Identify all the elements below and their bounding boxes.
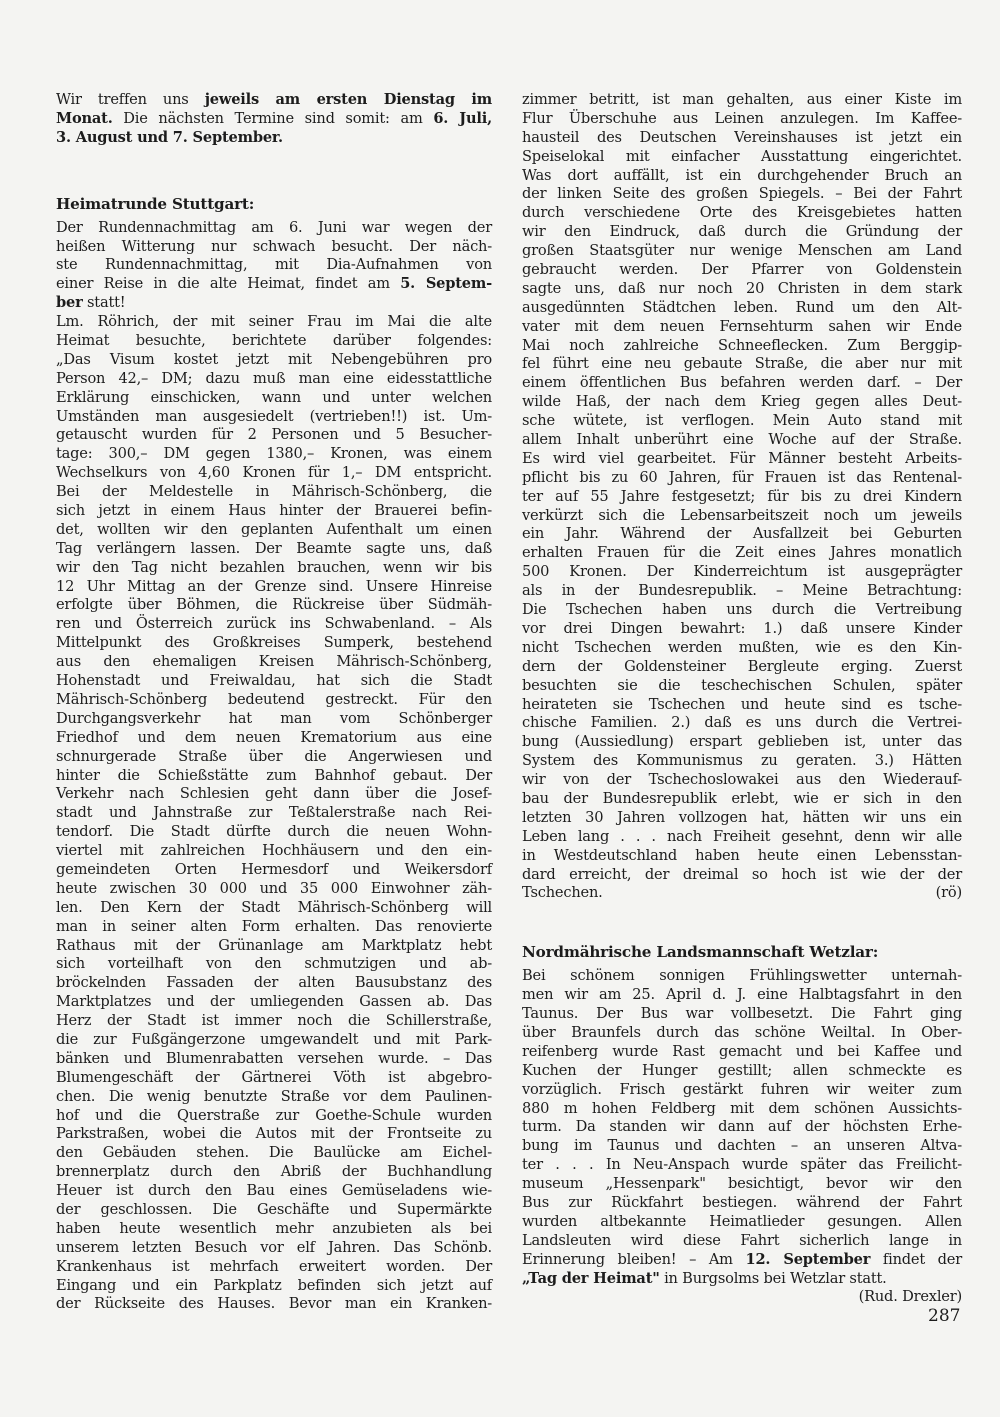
text-line [522, 355, 962, 374]
text-run: wir von der Tschechoslowakei aus den Wiederauf- [522, 771, 962, 789]
text-line [522, 677, 962, 696]
text-line [56, 110, 492, 129]
text-run: museum „Hessenpark" besichtigt, bevor wir den [522, 1175, 962, 1193]
text-run: ein Jahr. Während der Ausfallzeit bei Geburten [522, 525, 962, 543]
text-run: man in seiner alten Form erhalten. Das renovierte [56, 917, 492, 935]
bold-text: 3. August und 7. September. [56, 128, 283, 146]
text-line [522, 525, 962, 544]
text-run: Eingang und ein Parkplatz befinden sich jetzt auf [56, 1276, 492, 1294]
text-run: die zur Fußgängerzone umgewandelt und mit Park- [56, 1030, 492, 1048]
text-run: vor drei Dingen bewahrt: 1.) daß unsere Kinder [522, 619, 962, 637]
text-line [522, 374, 962, 393]
text-line [522, 261, 962, 280]
text-run: heirateten sie Tschechen und heute sind es tsche- [522, 695, 962, 713]
text-run: Tag verlängern lassen. Der Beamte sagte uns, daß [56, 539, 492, 557]
text-line [56, 767, 492, 786]
text-run: dern der Goldensteiner Bergleute erging. Zuerst [522, 657, 962, 675]
text-line [56, 1144, 492, 1163]
text-line [56, 993, 492, 1012]
text-line [522, 1081, 962, 1100]
text-run: Lm. Röhrich, der mit seiner Frau im Mai die alte [56, 313, 492, 331]
text-line [56, 1012, 492, 1031]
author-initials: (rö) [935, 884, 962, 902]
text-run: haben heute wesentlich mehr anzubieten als bei [56, 1219, 492, 1237]
text-line [56, 691, 492, 710]
text-run: Friedhof und dem neuen Krematorium aus eine [56, 728, 492, 746]
text-run: bröckelnden Fassaden der alten Bausubstanz des [56, 974, 492, 992]
text-line [522, 544, 962, 563]
text-run: statt! [82, 294, 126, 312]
wetzlar-article-body [522, 967, 962, 1307]
text-run: men wir am 25. April d. J. eine Halbtagsfahrt in den [522, 986, 962, 1004]
text-run: wilde Haß, der nach dem Krieg gegen alles Deut- [522, 393, 962, 411]
text-line [522, 1213, 962, 1232]
text-line [522, 733, 962, 752]
bold-text: 6. Juli, [433, 109, 492, 127]
text-line [56, 1088, 492, 1107]
text-line [56, 672, 492, 691]
text-run: der geschlossen. Die Geschäfte und Supermärkte [56, 1200, 492, 1218]
text-run: ter auf 55 Jahre festgesetzt; für bis zu drei Kindern [522, 487, 962, 505]
text-run: len. Den Kern der Stadt Mährisch-Schönberg will [56, 898, 492, 916]
text-line [522, 1062, 962, 1081]
text-line [522, 507, 962, 526]
text-line [56, 804, 492, 823]
text-run: hausteil des Deutschen Vereinshauses ist jetzt ein [522, 128, 962, 146]
text-line [522, 771, 962, 790]
text-line [56, 426, 492, 445]
text-run: als in der Bundesrepublik. – Meine Betrachtung: [522, 582, 962, 600]
text-run: Hohenstadt und Freiwaldau, hat sich die Stadt [56, 672, 492, 690]
text-run: Rathaus mit der Grünanlage am Marktplatz hebt [56, 936, 492, 954]
text-run: allem Inhalt unberührt eine Woche auf der Straße. [522, 431, 962, 449]
text-line [56, 1182, 492, 1201]
text-run: Bus zur Rückfahrt bestiegen. während der Fahrt [522, 1193, 962, 1211]
text-run: verkürzt sich die Lebensarbeitszeit noch um jeweils [522, 506, 962, 524]
text-line [56, 502, 492, 521]
section-heading-wetzlar: Nordmährische Landsmannschaft Wetzlar: [522, 943, 879, 962]
text-line [522, 469, 962, 488]
continuation-paragraph [522, 91, 962, 903]
text-run: aus den ehemaligen Kreisen Mährisch-Schönberg, [56, 653, 492, 671]
text-line [56, 238, 492, 257]
text-run: Die Tschechen haben uns durch die Vertreibung [522, 601, 962, 619]
page-number: 287 [928, 1306, 961, 1326]
text-run: durch verschiedene Orte des Kreisgebietes hatten [522, 204, 962, 222]
text-run: Es wird viel gearbeitet. Für Männer besteht Arbeits- [522, 449, 962, 467]
text-line [56, 389, 492, 408]
bold-text: 12. September [745, 1250, 871, 1268]
text-run: unserem letzten Besuch vor elf Jahren. Das Schönb. [56, 1238, 492, 1256]
text-line [56, 785, 492, 804]
text-line [522, 1232, 962, 1251]
text-run: erfolgte über Böhmen, die Rückreise über Südmäh- [56, 596, 492, 614]
text-line [522, 337, 962, 356]
text-run: bau der Bundesrepublik erlebt, wie er sich in den [522, 789, 962, 807]
text-run: großen Staatsgüter nur wenige Menschen am Land [522, 242, 962, 260]
text-line [522, 790, 962, 809]
text-run: gebraucht werden. Der Pfarrer von Goldenstein [522, 261, 962, 279]
text-run: besuchten sie die teschechischen Schulen, später [522, 676, 962, 694]
text-run: sagte uns, daß nur noch 20 Christen in dem stark [522, 279, 962, 297]
text-line [522, 167, 962, 186]
text-line [522, 1100, 962, 1119]
text-run: Kuchen der Hunger gestillt; allen schmeckte es [522, 1061, 962, 1079]
text-run: Leben lang . . . nach Freiheit gesehnt, denn wir alle [522, 827, 962, 845]
text-line [56, 1239, 492, 1258]
text-run: über Braunfels durch das schöne Weiltal. In Ober- [522, 1023, 962, 1041]
text-run: Erklärung einschicken, wann und unter welchen [56, 388, 492, 406]
text-run: wir den Eindruck, daß durch die Gründung der [522, 223, 962, 241]
text-run: Flur Überschuhe aus Leinen anzulegen. Im Kaffee- [522, 109, 962, 127]
text-run: Wir treffen uns [56, 91, 205, 108]
bold-text: „Tag der Heimat" [522, 1269, 660, 1287]
text-line [56, 129, 492, 148]
text-run: Taunus. Der Bus war vollbesetzt. Die Fahrt ging [522, 1005, 962, 1023]
text-run: einer Reise in die alte Heimat, findet am [56, 275, 401, 293]
text-run: Mährisch-Schönberg bedeutend gestreckt. Für den [56, 690, 492, 708]
text-line [56, 710, 492, 729]
text-line [56, 1258, 492, 1277]
text-run: sich jetzt in einem Haus hinter der Brauerei befin- [56, 502, 492, 520]
text-run: Die nächsten Termine sind somit: am [112, 109, 434, 127]
text-run: in Westdeutschland haben heute einen Lebensstan- [522, 846, 962, 864]
text-run: bung im Taunus und dachten – an unseren Altva- [522, 1137, 962, 1155]
text-line [522, 1175, 962, 1194]
text-line [56, 445, 492, 464]
text-line [522, 1270, 962, 1289]
text-line [56, 653, 492, 672]
text-line [522, 1005, 962, 1024]
text-line [522, 809, 962, 828]
text-run: Parkstraßen, wobei die Autos mit der Frontseite zu [56, 1125, 492, 1143]
text-line [522, 299, 962, 318]
text-run: ste Rundennachmittag, mit Dia-Aufnahmen von [56, 256, 492, 274]
text-run: sche wütete, ist verflogen. Mein Auto stand mit [522, 412, 962, 430]
text-run: findet der [870, 1250, 963, 1268]
text-line [522, 714, 962, 733]
text-line [56, 1277, 492, 1296]
text-line [56, 729, 492, 748]
text-line [522, 431, 962, 450]
text-line [522, 866, 962, 885]
text-line [56, 1069, 492, 1088]
text-run: 880 m hohen Feldberg mit dem schönen Aussichts- [522, 1099, 962, 1117]
text-run: stadt und Jahnstraße zur Teßtalerstraße nach Rei- [56, 804, 492, 822]
text-run: Der Rundennachmittag am 6. Juni war wegen der [56, 218, 492, 236]
text-line [56, 1107, 492, 1126]
text-line [522, 1043, 962, 1062]
bold-text: ber [56, 294, 83, 312]
text-run: Mai noch zahlreiche Schneeflecken. Zum Berggip- [522, 336, 962, 354]
text-line [522, 242, 962, 261]
text-line [522, 696, 962, 715]
text-line [56, 464, 492, 483]
text-line [56, 408, 492, 427]
text-line [522, 393, 962, 412]
text-run: Durchgangsverkehr hat man vom Schönberger [56, 709, 492, 727]
text-line [56, 937, 492, 956]
text-run: ausgedünnten Städtchen leben. Rund um den Alt- [522, 298, 962, 316]
text-run: vorzüglich. Frisch gestärkt fuhren wir weiter zum [522, 1080, 962, 1098]
text-run: Person 42,– DM; dazu muß man eine eidesstattliche [56, 369, 492, 387]
text-line [56, 1125, 492, 1144]
text-line [522, 1024, 962, 1043]
text-run: Landsleuten wird diese Fahrt sicherlich lange in [522, 1231, 962, 1249]
text-run: Speiselokal mit einfacher Ausstattung eingerichtet. [522, 147, 962, 165]
text-run: wurden altbekannte Heimatlieder gesungen. Allen [522, 1212, 962, 1230]
text-run: heißen Witterung nur schwach besucht. Der näch- [56, 237, 492, 255]
text-line [56, 559, 492, 578]
text-line [522, 620, 962, 639]
text-run: brennerplatz durch den Abriß der Buchhandlung [56, 1163, 492, 1181]
text-line [56, 256, 492, 275]
text-run: zimmer betritt, ist man gehalten, aus einer Kiste im [522, 91, 962, 108]
text-run: pflicht bis zu 60 Jahren, für Frauen ist das Rentenal- [522, 468, 962, 486]
text-run: letzten 30 Jahren vollzogen hat, hätten wir uns ein [522, 808, 962, 826]
stuttgart-article-body [56, 219, 492, 1315]
text-run: der Rückseite des Hauses. Bevor man ein Kranken- [56, 1295, 492, 1313]
text-run: viertel mit zahlreichen Hochhäusern und den ein- [56, 842, 492, 860]
text-line [56, 748, 492, 767]
text-run: getauscht wurden für 2 Personen und 5 Besucher- [56, 426, 492, 444]
text-run: turm. Da standen wir dann auf der höchsten Erhe- [522, 1118, 962, 1136]
text-line [522, 639, 962, 658]
bold-text: Monat. [56, 109, 113, 127]
text-line [522, 1251, 962, 1270]
text-line [56, 974, 492, 993]
text-line [56, 219, 492, 238]
text-run: ren und Österreich zurück ins Schwabenland. – Als [56, 615, 492, 633]
text-run: Herz der Stadt ist immer noch die Schillerstraße, [56, 1012, 492, 1030]
text-run: schnurgerade Straße über die Angerwiesen und [56, 747, 492, 765]
text-run: chen. Die wenig benutzte Straße vor dem Paulinen- [56, 1087, 492, 1105]
text-line [522, 280, 962, 299]
text-line [522, 986, 962, 1005]
text-line [56, 370, 492, 389]
text-run: einem öffentlichen Bus befahren werden darf. – Der [522, 374, 962, 392]
text-line [522, 488, 962, 507]
text-run: der linken Seite des großen Spiegels. – Bei der Fahrt [522, 185, 962, 203]
text-run: gemeindeten Orten Hermesdorf und Weikersdorf [56, 860, 492, 878]
text-run: Krankenhaus ist mehrfach erweitert worden. Der [56, 1257, 492, 1275]
text-line [522, 91, 962, 110]
text-line [522, 110, 962, 129]
text-line [56, 1220, 492, 1239]
text-run: bung (Aussiedlung) erspart geblieben ist, unter das [522, 733, 962, 751]
text-line [522, 148, 962, 167]
text-run: vater mit dem neuen Fernsehturm sahen wir Ende [522, 317, 962, 335]
text-run: den Gebäuden stehen. Die Baulücke am Eichel- [56, 1144, 492, 1162]
text-line [56, 955, 492, 974]
text-line [56, 918, 492, 937]
text-line [56, 899, 492, 918]
text-run: Umständen man ausgesiedelt (vertrieben!!) ist. Um- [56, 407, 492, 425]
text-line [522, 318, 962, 337]
text-line [56, 880, 492, 899]
text-run: Was dort auffällt, ist ein durchgehender Bruch an [522, 166, 962, 184]
text-line [522, 752, 962, 771]
text-run: „Das Visum kostet jetzt mit Nebengebühren pro [56, 350, 492, 368]
text-line [56, 1031, 492, 1050]
text-run: Heuer ist durch den Bau eines Gemüseladens wie- [56, 1182, 492, 1200]
text-run: dard erreicht, der dreimal so hoch ist wie der der [522, 865, 962, 883]
text-line [522, 185, 962, 204]
left-column [56, 91, 492, 1314]
text-run: Blumengeschäft der Gärtnerei Vöth ist abgebro- [56, 1068, 492, 1086]
text-run: Heimat besuchte, berichtete darüber folgendes: [56, 332, 492, 350]
bold-text: jeweils am ersten Dienstag im [204, 91, 492, 108]
text-run: Verkehr nach Schlesien geht dann über die Josef- [56, 785, 492, 803]
text-run: det, wollten wir den geplanten Aufenthalt um einen [56, 520, 492, 538]
text-line [56, 332, 492, 351]
right-column [522, 91, 962, 1307]
text-run: fel führt eine neu gebaute Straße, die aber nur mit [522, 355, 962, 373]
text-line [56, 313, 492, 332]
text-line [522, 204, 962, 223]
intro-paragraph [56, 91, 492, 148]
text-run: chische Familien. 2.) daß es uns durch die Vertrei- [522, 714, 962, 732]
text-run: Bei schönem sonnigen Frühlingswetter unternah- [522, 967, 962, 985]
text-line [56, 483, 492, 502]
text-line [56, 91, 492, 110]
text-line [522, 828, 962, 847]
text-line [56, 275, 492, 294]
text-run: Tschechen. [522, 884, 603, 902]
text-run: wir den Tag nicht bezahlen brauchen, wenn wir bis [56, 558, 492, 576]
text-line [522, 658, 962, 677]
text-line [522, 967, 962, 986]
text-line [56, 634, 492, 653]
text-line [522, 1118, 962, 1137]
text-line [522, 582, 962, 601]
text-run: 500 Kronen. Der Kinderreichtum ist ausgeprägter [522, 563, 962, 581]
text-run: hinter die Schießstätte zum Bahnhof gebaut. Der [56, 766, 492, 784]
text-line [522, 1194, 962, 1213]
text-run: sich vorteilhaft von den schmutzigen und ab- [56, 955, 492, 973]
text-run: 12 Uhr Mittag an der Grenze sind. Unsere Hinreise [56, 577, 492, 595]
text-run: (Rud. Drexler) [858, 1288, 962, 1306]
bold-text: 5. Septem- [400, 275, 492, 293]
text-line [522, 563, 962, 582]
text-run: Mittelpunkt des Großkreises Sumperk, bestehend [56, 634, 492, 652]
text-run: tendorf. Die Stadt dürfte durch die neuen Wohn- [56, 823, 492, 841]
text-run: Bei der Meldestelle in Mährisch-Schönberg, die [56, 483, 492, 501]
text-line [56, 1050, 492, 1069]
text-line [56, 596, 492, 615]
text-line [522, 1137, 962, 1156]
text-line [56, 351, 492, 370]
text-run: System des Kommunismus zu geraten. 3.) Hätten [522, 752, 962, 770]
text-run: tage: 300,– DM gegen 1380,– Kronen, was einem [56, 445, 492, 463]
text-line [56, 294, 492, 313]
text-line [56, 578, 492, 597]
text-line [56, 1295, 492, 1314]
text-line [56, 823, 492, 842]
text-line [522, 847, 962, 866]
text-line [522, 450, 962, 469]
byline [522, 1288, 962, 1307]
text-line [522, 884, 962, 903]
text-line [522, 601, 962, 620]
text-line [522, 412, 962, 431]
text-line [56, 861, 492, 880]
text-run: Marktplatzes und der umliegenden Gassen ab. Das [56, 993, 492, 1011]
text-run: heute zwischen 30 000 und 35 000 Einwohner zäh- [56, 879, 492, 897]
text-run: Wechselkurs von 4,60 Kronen für 1,– DM entspricht. [56, 464, 492, 482]
text-line [56, 521, 492, 540]
text-run: hof und die Querstraße zur Goethe-Schule wurden [56, 1106, 492, 1124]
text-line [56, 540, 492, 559]
text-line [522, 1156, 962, 1175]
text-line [522, 129, 962, 148]
text-run: in Burgsolms bei Wetzlar statt. [659, 1269, 887, 1287]
text-run: bänken und Blumenrabatten versehen wurde. – Das [56, 1049, 492, 1067]
text-line [56, 1163, 492, 1182]
text-run: ter . . . In Neu-Anspach wurde später das Freilicht- [522, 1156, 962, 1174]
text-line [522, 223, 962, 242]
text-line [56, 1201, 492, 1220]
text-run: nicht Tschechen werden mußten, wie es den Kin- [522, 638, 962, 656]
text-run: Erinnerung bleiben! – Am [522, 1250, 746, 1268]
text-line [56, 842, 492, 861]
text-line [56, 615, 492, 634]
section-heading-stuttgart: Heimatrunde Stuttgart: [56, 194, 255, 213]
text-run: erhalten Frauen für die Zeit eines Jahres monatlich [522, 544, 962, 562]
text-run: reifenberg wurde Rast gemacht und bei Kaffee und [522, 1042, 962, 1060]
